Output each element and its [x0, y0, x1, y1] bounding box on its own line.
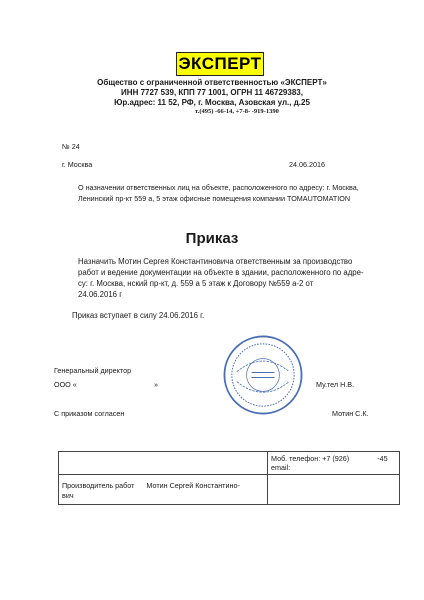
subject-line-2: Ленинский пр-кт 559 а, 5 этаж офисные помещения компании TOMAUTOMATION [78, 194, 351, 203]
company-ids-line: ИНН 7727 539, КПП 77 1001, ОГРН 11 46729383, [121, 88, 303, 97]
company-abbr-close: » [154, 380, 158, 389]
role-label-continued: вич [62, 491, 74, 500]
contact-cell [268, 452, 400, 475]
company-logo: ЭКСПЕРТ [176, 52, 264, 76]
company-seal-stamp [222, 334, 304, 416]
contact-table [58, 451, 400, 505]
body-line-4: 24.06.2016 г [78, 290, 123, 299]
doc-number: № 24 [62, 142, 80, 151]
agree-label: С приказом согласен [54, 409, 125, 418]
body-line-2: работ и ведение документации на объекте в здании, расположенного по адре- [78, 268, 364, 277]
phone-tail: -45 [377, 454, 388, 463]
signature-cell [268, 475, 400, 505]
agree-name: Мотин С.К. [332, 409, 369, 418]
subject-line-1: О назначении ответственных лиц на объекте, расположенного по адресу: г. Москва, [78, 183, 359, 192]
role-label: Производитель работ [62, 481, 135, 490]
director-label: Генеральный директор [54, 366, 132, 375]
director-name: Му.тел Н.В. [316, 380, 355, 389]
company-address-line: Юр.адрес: 11 52, РФ, г. Москва, Азовская ул., д.25 [114, 98, 310, 107]
doc-city: г. Москва [62, 160, 93, 169]
doc-date: 24.06.2016 [289, 160, 325, 169]
doc-title: Приказ [185, 230, 239, 247]
role-cell [59, 475, 268, 505]
body-line-1: Назначить Мотин Сергея Константиновича ответственным за производство [78, 257, 353, 266]
company-name-line: Общество с ограниченной ответственностью «ЭКСПЕРТ» [97, 78, 327, 87]
company-abbr: ООО « [54, 380, 77, 389]
email-label: email: [271, 463, 291, 472]
body-line-3: су: г. Москва, нский пр-кт, д. 559 а 5 этаж к Договору №559 а-2 от [78, 279, 314, 288]
effective-date-line: Приказ вступает в силу 24.06.2016 г. [72, 311, 205, 320]
employee-name: Мотин Сергей Константино- [146, 481, 240, 490]
phone-label: Моб. телефон: +7 (926) [271, 454, 350, 463]
contact-table-empty-cell [59, 452, 268, 475]
company-phones-line: т.(495) -66-14, +7-8- -919-1390 [195, 108, 279, 115]
